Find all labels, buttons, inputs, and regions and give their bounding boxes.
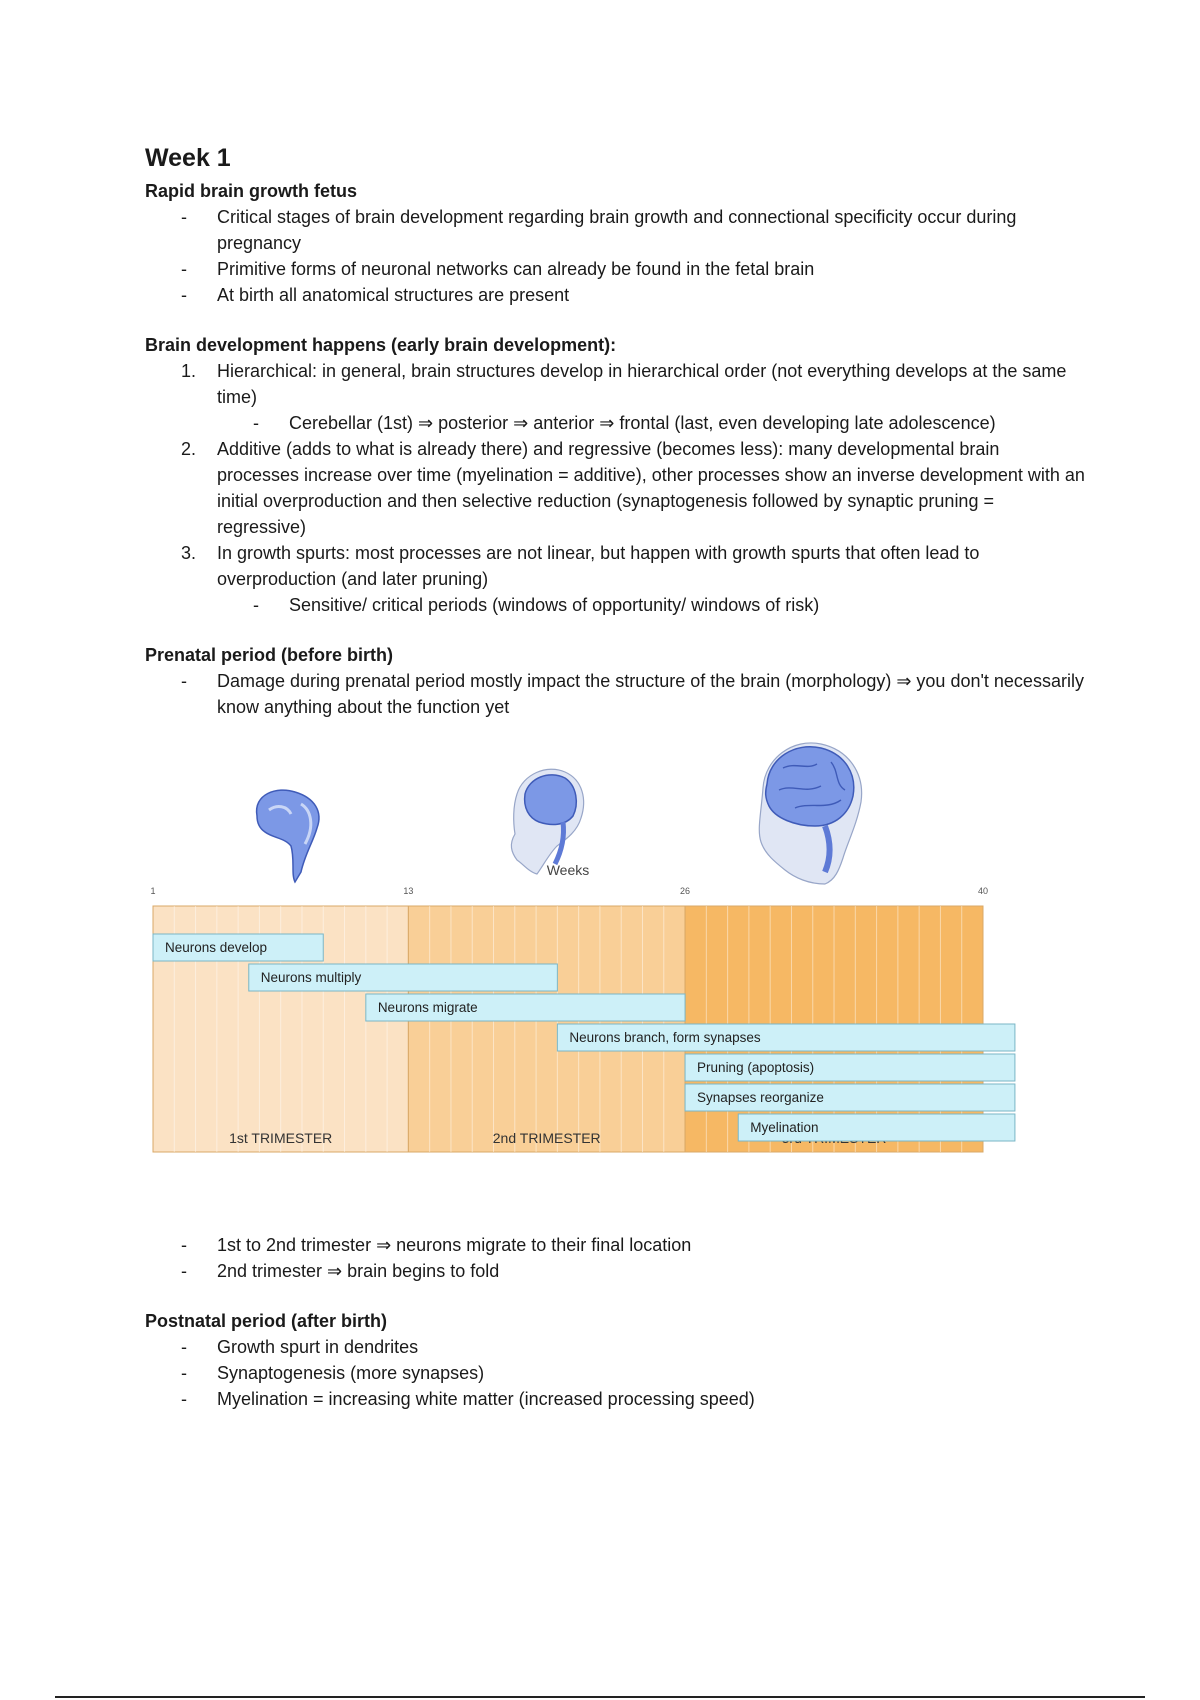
fetus-brain-illustration (511, 769, 583, 874)
prenatal-timeline-figure (145, 734, 1025, 1224)
section-prenatal (145, 642, 1085, 1284)
x-tick-label: 26 (680, 886, 691, 896)
list-item: - 1st to 2nd trimester ⇒ neurons migrate to their final location (217, 1232, 1085, 1258)
section-heading: Rapid brain growth fetus (145, 181, 358, 201)
numbered-item (181, 436, 1085, 540)
section-rapid-growth (145, 178, 1085, 308)
list-item: - Damage during prenatal period mostly impact the structure of the brain (morphology) ⇒ you don't necessarily know anything about the function yet (217, 668, 1085, 720)
timeline-bar-label: Neurons branch, form synapses (569, 1030, 761, 1045)
embryo-brain-illustration (257, 790, 319, 882)
list-item: - Growth spurt in dendrites (217, 1334, 1085, 1360)
timeline-bar-label: Myelination (750, 1120, 819, 1135)
item-text: Additive (adds to what is already there) and regressive (becomes less): many developmental brain processes increase over time (myelination = additive), other processes show an inverse development with an initial overproduction and then selective reduction (synaptogenesis followed by synaptic pruning = regressive) (217, 439, 1085, 537)
numbered-item (181, 358, 1085, 436)
x-tick-label: 40 (977, 886, 989, 896)
list-item: - Critical stages of brain development regarding brain growth and connectional specificity occur during pregnancy (217, 204, 1085, 256)
item-text: In growth spurts: most processes are not linear, but happen with growth spurts that often lead to overproduction (and later pruning) (217, 543, 980, 589)
timeline-bar-label: Neurons migrate (377, 1000, 478, 1015)
timeline-bar-label: Neurons multiply (260, 970, 362, 985)
x-tick-label: 13 (403, 886, 414, 896)
late-fetus-brain-illustration (759, 743, 861, 884)
item-text: Hierarchical: in general, brain structures develop in hierarchical order (not everything develops at the same time) (217, 361, 1067, 407)
item-number: 1. (181, 361, 197, 381)
item-number: 2. (181, 439, 197, 459)
page-title: Week 1 (145, 144, 231, 172)
list-item: - Primitive forms of neuronal networks can already be found in the fetal brain (217, 256, 1085, 282)
section-heading: Prenatal period (before birth) (145, 645, 394, 665)
sub-item: - Cerebellar (1st) ⇒ posterior ⇒ anterior ⇒ frontal (last, even developing late adolescence) (289, 410, 1085, 436)
trimester-label: 2nd TRIMESTER (492, 1130, 601, 1146)
list-item: - At birth all anatomical structures are present (217, 282, 1085, 308)
timeline-bar-label: Neurons develop (165, 940, 268, 955)
x-axis-label: Weeks (546, 862, 590, 878)
page-bottom-rule (55, 1696, 1145, 1698)
sub-item: - Sensitive/ critical periods (windows of opportunity/ windows of risk) (289, 592, 1085, 618)
trimester-label: 1st TRIMESTER (229, 1130, 333, 1146)
list-item: - 2nd trimester ⇒ brain begins to fold (217, 1258, 1085, 1284)
list-item: - Myelination = increasing white matter (increased processing speed) (217, 1386, 1085, 1412)
document-page (145, 142, 1085, 1436)
timeline-chart (145, 734, 1025, 1224)
section-heading: Postnatal period (after birth) (145, 1311, 388, 1331)
item-number: 3. (181, 543, 197, 563)
section-brain-development (145, 332, 1085, 618)
timeline-bar-label: Pruning (apoptosis) (697, 1060, 815, 1075)
list-item: - Synaptogenesis (more synapses) (217, 1360, 1085, 1386)
timeline-bar-label: Synapses reorganize (697, 1090, 824, 1105)
numbered-item (181, 540, 1085, 618)
x-tick-label: 1 (150, 886, 156, 896)
section-heading: Brain development happens (early brain development): (145, 335, 617, 355)
section-postnatal (145, 1308, 1085, 1412)
